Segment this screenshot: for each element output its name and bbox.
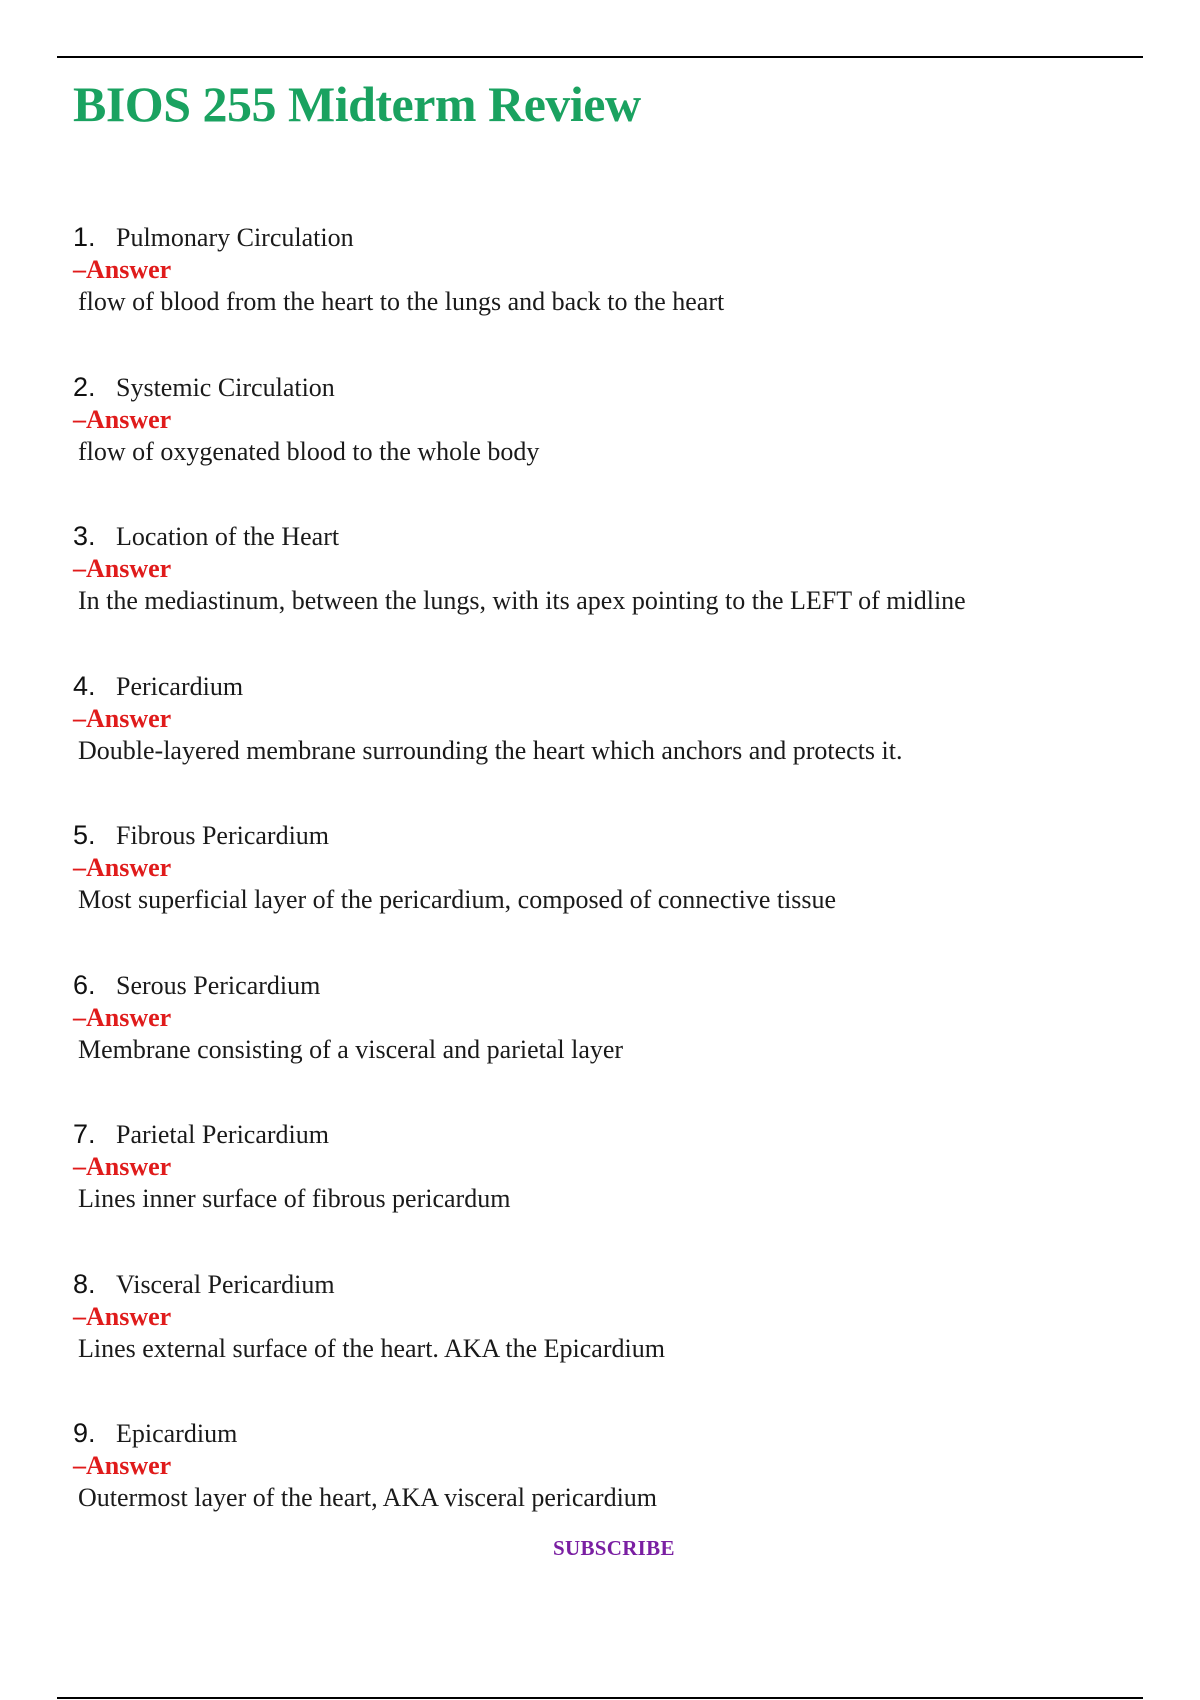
question-number: 1.: [73, 222, 96, 252]
answer-label: –Answer: [73, 404, 172, 434]
question-number: 3.: [73, 521, 96, 551]
question-term: Pulmonary Circulation: [116, 223, 354, 252]
answer-text: Membrane consisting of a visceral and parietal layer: [78, 1034, 624, 1064]
answer-text: Lines external surface of the heart. AKA the Epicardium: [78, 1333, 665, 1363]
qa-list: [73, 220, 1143, 1566]
qa-item: [73, 818, 1143, 968]
question-number: 9.: [73, 1418, 96, 1448]
question: [73, 1117, 329, 1151]
answer-label: –Answer: [73, 554, 172, 583]
question-number: 2.: [73, 371, 96, 402]
question-term: Location of the Heart: [116, 522, 340, 551]
bottom-divider: [57, 1697, 1143, 1699]
answer-label: –Answer: [73, 1301, 172, 1331]
qa-item: [73, 1117, 1143, 1267]
question: [73, 968, 320, 1002]
question-term: Visceral Pericardium: [116, 1269, 335, 1299]
answer-text: Outermost layer of the heart, AKA visceral pericardium: [78, 1483, 658, 1512]
question: [73, 1416, 237, 1450]
question: [73, 519, 339, 553]
answer-text: flow of oxygenated blood to the whole body: [78, 436, 540, 466]
question: [73, 818, 329, 852]
qa-item: [73, 968, 1143, 1118]
subscribe-link[interactable]: SUBSCRIBE: [553, 1536, 675, 1560]
question-term: Epicardium: [116, 1419, 238, 1448]
question: [73, 220, 354, 254]
page-title: BIOS 255 Midterm Review: [73, 76, 641, 132]
qa-item: [73, 519, 1143, 669]
question-term: Parietal Pericardium: [116, 1120, 329, 1149]
answer-text: flow of blood from the heart to the lungs and back to the heart: [78, 287, 725, 316]
question-term: Systemic Circulation: [116, 372, 335, 402]
answer-text: Lines inner surface of fibrous pericardum: [78, 1184, 511, 1213]
qa-item: [73, 669, 1143, 819]
answer-text: Double-layered membrane surrounding the heart which anchors and protects it.: [78, 735, 903, 765]
top-divider: [57, 56, 1143, 58]
answer-label: –Answer: [73, 1451, 172, 1480]
question-number: 7.: [73, 1119, 96, 1149]
question-number: 4.: [73, 670, 96, 701]
question: [73, 1267, 335, 1301]
question-term: Fibrous Pericardium: [116, 821, 330, 850]
answer-text: In the mediastinum, between the lungs, with its apex pointing to the LEFT of midline: [78, 586, 966, 615]
qa-item: [73, 220, 1143, 370]
answer-text: Most superficial layer of the pericardium, composed of connective tissue: [78, 885, 837, 914]
answer-label: –Answer: [73, 1002, 172, 1032]
answer-label: –Answer: [73, 853, 172, 882]
question: [73, 669, 243, 703]
question-term: Serous Pericardium: [116, 970, 321, 1000]
question: [73, 370, 335, 404]
qa-item: [73, 370, 1143, 520]
question-number: 6.: [73, 969, 96, 1000]
question-number: 5.: [73, 820, 96, 850]
qa-item: [73, 1267, 1143, 1417]
answer-label: –Answer: [73, 703, 172, 733]
answer-label: –Answer: [73, 1152, 172, 1181]
question-number: 8.: [73, 1268, 96, 1299]
answer-label: –Answer: [73, 255, 172, 284]
question-term: Pericardium: [116, 671, 244, 701]
